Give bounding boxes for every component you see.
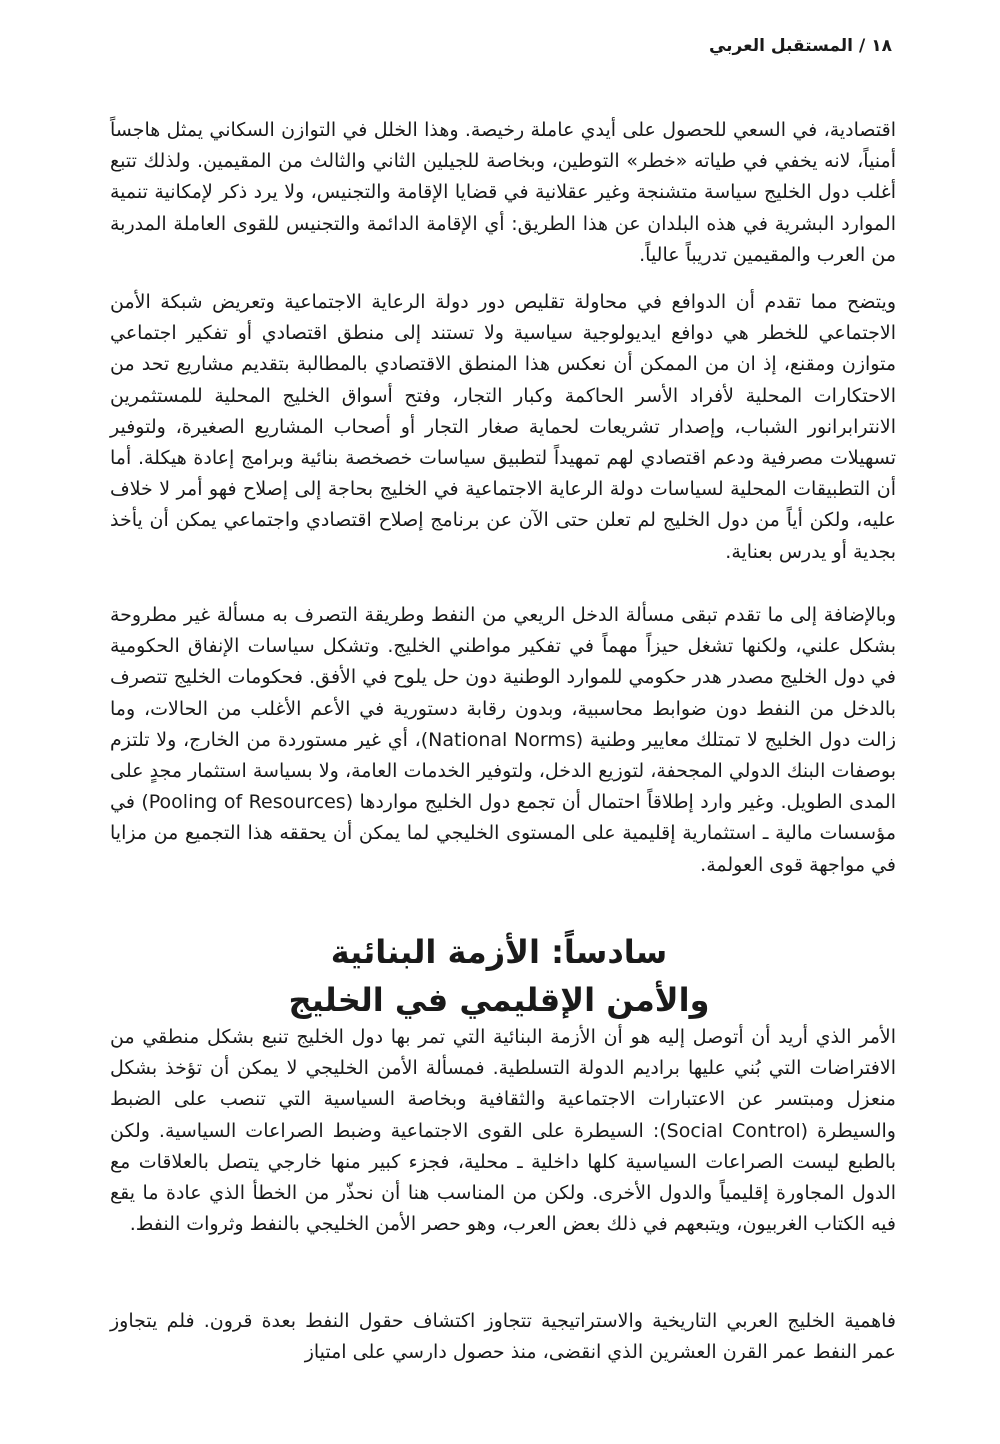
paragraph-text: فاهمية الخليج العربي التاريخية والاستراتيجية تتجاوز اكتشاف حقول النفط بعدة قرون. فلم يتجاوز عمر النفط عمر القرن العشرين الذي انقضى، منذ حصول دارسي على امتياز bbox=[110, 1310, 896, 1364]
page-number: ١٨ bbox=[871, 36, 892, 56]
body-paragraph-5 bbox=[110, 1306, 896, 1368]
section-heading-line-1: سادساً: الأزمة البنائية bbox=[330, 933, 668, 971]
header-separator: / bbox=[859, 36, 866, 56]
paragraph-text: اقتصادية، في السعي للحصول على أيدي عاملة رخيصة. وهذا الخلل في التوازن السكاني يمثل هاجساً أمنياً، لانه يخفي في طياته «خطر» التوطين، وبخاصة للجيلين الثاني والثالث من المقيمين. ولذلك تتبع أغلب دول الخليج سياسة متشنجة وغير عقلانية في قضايا الإقامة والتجنيس، ولا يرد ذكر لإمكانية تنمية الموارد البشرية في هذه البلدان عن هذا الطريق: أي الإقامة الدائمة والتجنيس للقوى العاملة المدربة من العرب والمقيمين تدريباً عالياً. bbox=[110, 119, 896, 266]
paragraph-text: الأمر الذي أريد أن أتوصل إليه هو أن الأزمة البنائية التي تمر بها دول الخليج تنبع بشكل منطقي من الافتراضات التي بُني عليها براديم الدولة التسلطية. فمسألة الأمن الخليجي لا يمكن أن تؤخذ بشكل منعزل ومبتسر عن الاعتبارات الاجتماعية والثقافية وبخاصة السياسية التي تنصب على الضبط والسيطرة (Social Control): السيطرة على القوى الاجتماعية وضبط الصراعات السياسية. ولكن بالطبع ليست الصراعات السياسية كلها داخلية ـ محلية، فجزء كبير منها خارجي يتصل بالعلاقات مع الدول المجاورة إقليمياً والدول الأخرى. ولكن من المناسب هنا أن نحذّر من الخطأ الذي عادة ما يقع فيه الكتاب الغربيون، ويتبعهم في ذلك بعض العرب، وهو حصر الأمن الخليجي بالنفط وثروات النفط. bbox=[110, 1026, 896, 1236]
body-paragraph-2 bbox=[110, 287, 896, 568]
body-paragraph-1 bbox=[110, 115, 896, 271]
section-heading bbox=[104, 928, 894, 1024]
body-paragraph-4 bbox=[110, 1022, 896, 1240]
journal-title: المستقبل العربي bbox=[708, 36, 854, 56]
section-heading-line-2: والأمن الإقليمي في الخليج bbox=[288, 981, 710, 1019]
running-header bbox=[709, 36, 892, 56]
body-paragraph-3 bbox=[110, 600, 896, 881]
paragraph-text: ويتضح مما تقدم أن الدوافع في محاولة تقليص دور دولة الرعاية الاجتماعية وتعريض شبكة الأمن الاجتماعي للخطر هي دوافع ايديولوجية سياسية ولا تستند إلى منطق اقتصادي أو تفكير اجتماعي متوازن ومقنع، إذ ان من الممكن أن نعكس هذا المنطق الاقتصادي بالمطالبة بتقديم مشاريع تحد من الاحتكارات المحلية لأفراد الأسر الحاكمة وكبار التجار، وفتح أسواق الخليج المحلية للمستثمرين الانترابرانور الشباب، وإصدار تشريعات لحماية صغار التجار أو أصحاب المشاريع الصغيرة، ولتوفير تسهيلات مصرفية ودعم اقتصادي لهم تمهيداً لتطبيق سياسات خصخصة بنائية وبرامج إعادة هيكلة. أما أن التطبيقات المحلية لسياسات دولة الرعاية الاجتماعية في الخليج بحاجة إلى إصلاح فهو أمر لا خلاف عليه، ولكن أياً من دول الخليج لم تعلن حتى الآن عن برنامج إصلاح اقتصادي واجتماعي يمكن أن يأخذ بجدية أو يدرس بعناية. bbox=[110, 291, 896, 563]
paragraph-text: وبالإضافة إلى ما تقدم تبقى مسألة الدخل الريعي من النفط وطريقة التصرف به مسألة غير مطروحة بشكل علني، ولكنها تشغل حيزاً مهماً في تفكير مواطني الخليج. وتشكل سياسات الإنفاق الحكومية في دول الخليج مصدر هدر حكومي للموارد الوطنية دون حل يلوح في الأفق. فحكومات الخليج تتصرف بالدخل من النفط دون ضوابط محاسبية، وبدون رقابة دستورية في الأعم الأغلب من الحالات، وما زالت دول الخليج لا تمتلك معايير وطنية (National Norms)، أي غير مستوردة من الخارج، ولا تلتزم بوصفات البنك الدولي المجحفة، لتوزيع الدخل، ولتوفير الخدمات العامة، ولا بسياسة استثمار مجدٍ على المدى الطويل. وغير وارد إطلاقاً احتمال أن تجمع دول الخليج مواردها (Pooling of Resources) في مؤسسات مالية ـ استثمارية إقليمية على المستوى الخليجي لما يمكن أن يحققه هذا التجميع من مزايا في مواجهة قوى العولمة. bbox=[110, 604, 897, 876]
